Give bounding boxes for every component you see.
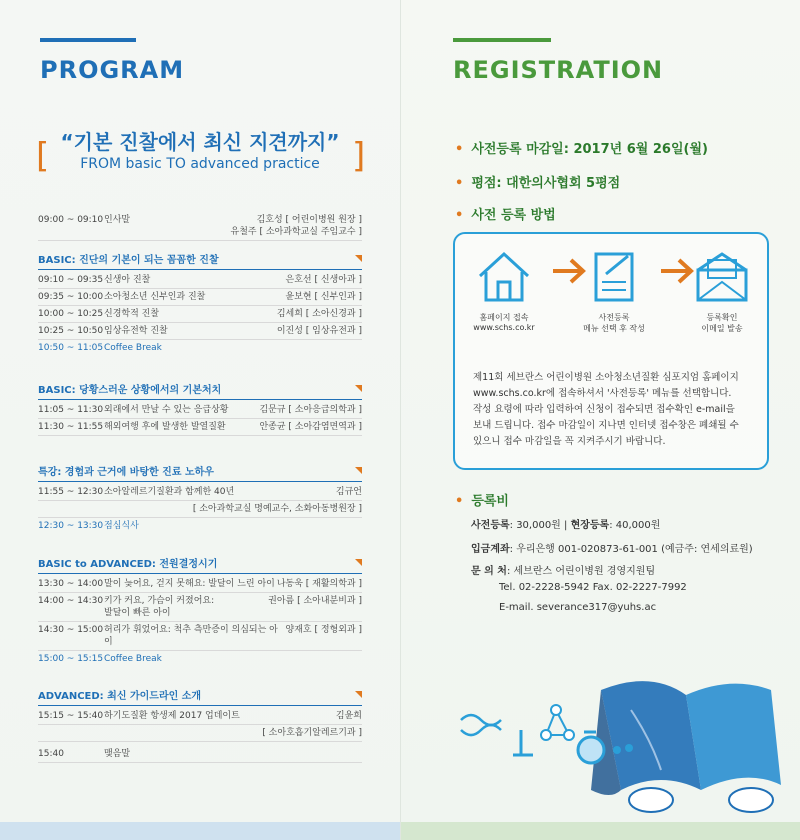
row-title: 외래에서 만날 수 있는 응급상황	[104, 405, 229, 415]
section-title-text: ADVANCED: 최신 가이드라인 소개	[38, 691, 202, 702]
section-title	[38, 552, 362, 574]
registration-steps-box	[453, 232, 769, 470]
row-time: 10:00 ~ 10:25	[38, 309, 104, 319]
bullet-icon: •	[455, 494, 464, 509]
row-title: 허리가 휘었어요: 척추 측만증이 의심되는 아이	[104, 625, 278, 647]
description-line: 작성 요령에 따라 입력하여 신청이 접수되면 접수확인 e-mail을	[473, 404, 735, 415]
row-speaker: 김문규 [ 소아응급의학과 ]	[259, 405, 362, 415]
account-value: : 우리은행 001-020873-61-001 (예금주: 연세의료원)	[509, 544, 753, 555]
mail-icon	[692, 248, 752, 304]
step-sublabel: 메뉴 선택 후 작성	[583, 324, 645, 333]
table-row	[38, 323, 362, 340]
step-confirm	[677, 248, 767, 334]
table-row	[38, 576, 362, 593]
row-time: 11:55 ~ 12:30	[38, 487, 104, 497]
row-speaker: 안종균 [ 소아감염면역과 ]	[259, 422, 362, 432]
row-title: 신경학적 진찰	[104, 309, 160, 319]
row-title	[104, 595, 268, 619]
bullet-icon: •	[455, 208, 464, 223]
speaker-line-2: 유철주 [ 소아과학교실 주임교수 ]	[230, 227, 362, 237]
row-time: 09:10 ~ 09:35	[38, 275, 104, 285]
speaker-line: 김호성 [ 어린이병원 원장 ]	[256, 215, 362, 225]
row-speaker: 은호선 [ 신생아과 ]	[285, 275, 362, 285]
fee-line	[455, 490, 509, 509]
step-homepage	[459, 248, 549, 332]
step-label: 등록확인	[706, 313, 738, 322]
row-speaker: 나동욱 [ 재활의학과 ]	[276, 579, 362, 589]
contact-line	[471, 562, 655, 577]
credit-text: 평점: 대한의사협회 5평점	[471, 176, 621, 191]
section-title-text: BASIC: 당황스러운 상황에서의 기본처치	[38, 385, 222, 396]
table-row	[38, 289, 362, 306]
method-line	[455, 204, 556, 223]
table-row	[38, 708, 362, 725]
row-title: 맺음말	[104, 749, 131, 759]
table-row	[38, 419, 362, 436]
contact-value: : 세브란스 어린이병원 경영지원팀	[506, 566, 656, 577]
section-title	[38, 378, 362, 400]
table-row	[38, 622, 362, 651]
onsite-fee-value: : 40,000원	[609, 520, 661, 531]
row-speaker: 김세희 [ 소아신경과 ]	[276, 309, 362, 319]
pre-fee-label: 사전등록	[471, 520, 510, 531]
account-label: 입금계좌	[471, 544, 510, 555]
book-illustration	[451, 650, 791, 830]
row-time: 11:05 ~ 11:30	[38, 405, 104, 415]
row-speaker: 이진성 [ 임상유전과 ]	[276, 326, 362, 336]
section-basic-emergency	[38, 378, 362, 436]
row-time: 14:00 ~ 14:30	[38, 596, 104, 606]
row-title: 인사말	[104, 215, 131, 225]
row-time: 12:30 ~ 13:30	[38, 521, 104, 531]
bullet-icon: •	[455, 176, 464, 191]
registration-description	[473, 370, 757, 450]
row-time: 15:40	[38, 749, 64, 759]
section-title	[38, 248, 362, 270]
row-title: Coffee Break	[104, 654, 162, 664]
triangle-icon	[355, 255, 362, 262]
credit-line	[455, 172, 620, 191]
step-form	[569, 248, 659, 334]
form-icon	[584, 248, 644, 304]
fee-separator: |	[560, 520, 571, 531]
section-guidelines	[38, 684, 362, 763]
section-title-text: 특강: 경험과 근거에 바탕한 진료 노하우	[38, 467, 214, 478]
section-title	[38, 460, 362, 482]
table-row	[38, 272, 362, 289]
row-speaker: 권아름 [ 소아내분비과 ]	[268, 596, 362, 606]
section-title-text: BASIC to ADVANCED: 전원결정시기	[38, 559, 218, 570]
row-title-line-1: 키가 커요, 가슴이 커졌어요:	[104, 596, 215, 606]
table-row	[38, 212, 362, 241]
description-line: 보내 드립니다. 접수 마감일이 지나면 인터넷 접수창은 폐쇄될 수	[473, 420, 739, 431]
speaker-line-2: [ 소아과학교실 명예교수, 소화아동병원장 ]	[192, 504, 362, 514]
step-label: 홈페이지 접속	[479, 313, 529, 322]
section-referral	[38, 552, 362, 667]
section-title	[38, 684, 362, 706]
account-line	[471, 540, 753, 555]
table-row	[38, 306, 362, 323]
fee-title: 등록비	[471, 494, 509, 509]
opening-block	[38, 212, 362, 241]
table-row	[38, 746, 362, 763]
tel-line: Tel. 02-2228-5942 Fax. 02-2227-7992	[499, 582, 687, 593]
triangle-icon	[355, 385, 362, 392]
break-row	[38, 651, 362, 667]
row-title: 해외여행 후에 발생한 발열질환	[104, 422, 226, 432]
table-row	[38, 402, 362, 419]
row-speaker: 양재호 [ 정형외과 ]	[285, 625, 362, 635]
deadline-line	[455, 138, 708, 157]
email-line: E-mail. severance317@yuhs.ac	[499, 602, 657, 613]
deadline-text: 사전등록 마감일: 2017년 6월 26일(월)	[471, 142, 708, 157]
house-icon	[474, 248, 534, 304]
registration-heading: REGISTRATION	[453, 56, 664, 84]
contact-label: 문 의 처	[471, 566, 507, 577]
section-special-lecture	[38, 460, 362, 534]
heading-accent-bar	[453, 38, 551, 42]
triangle-icon	[355, 691, 362, 698]
row-title: 임상유전학 진찰	[104, 326, 168, 336]
bottom-stripe	[0, 822, 400, 840]
table-row	[38, 593, 362, 622]
step-label: 사전등록	[598, 313, 630, 322]
section-title-text: BASIC: 진단의 기본이 되는 꼼꼼한 진찰	[38, 255, 219, 266]
right-bracket: ]	[352, 136, 366, 176]
row-speaker	[336, 486, 362, 498]
row-title: 말이 늦어요, 걷지 못해요: 발달이 느린 아이	[104, 579, 275, 589]
program-title-en: FROM basic TO advanced practice	[80, 156, 320, 172]
onsite-fee-label: 현장등록	[570, 520, 610, 531]
method-title: 사전 등록 방법	[471, 208, 556, 223]
description-line: 제11회 세브란스 어린이병원 소아청소년질환 심포지엄 홈페이지	[473, 372, 739, 383]
row-time: 09:35 ~ 10:00	[38, 292, 104, 302]
row-time: 09:00 ~ 09:10	[38, 215, 104, 225]
step-sublabel: 이메일 발송	[701, 324, 743, 333]
row-title: 점심식사	[104, 521, 139, 531]
section-basic-exam	[38, 248, 362, 356]
description-line: www.schs.co.kr에 접속하셔서 '사전등록' 메뉴를 선택합니다.	[473, 388, 732, 399]
bottom-stripe	[401, 822, 800, 840]
row-title: 신생아 진찰	[104, 275, 151, 285]
row-time: 10:25 ~ 10:50	[38, 326, 104, 336]
row-title: 하기도질환 항생제 2017 업데이트	[104, 711, 240, 721]
row-time: 13:30 ~ 14:00	[38, 579, 104, 589]
triangle-icon	[355, 467, 362, 474]
break-row	[38, 518, 362, 534]
table-row-continued	[38, 501, 362, 518]
bullet-icon: •	[455, 142, 464, 157]
row-time: 15:15 ~ 15:40	[38, 711, 104, 721]
heading-accent-bar	[40, 38, 136, 42]
step-sublabel: www.schs.co.kr	[473, 323, 535, 332]
row-speaker: 윤보현 [ 신부인과 ]	[285, 292, 362, 302]
registration-panel	[400, 0, 800, 840]
row-time: 10:50 ~ 11:05	[38, 343, 104, 353]
left-bracket: [	[36, 136, 50, 176]
row-time: 14:30 ~ 15:00	[38, 625, 104, 635]
row-title: 소아알레르기질환과 함께한 40년	[104, 487, 235, 497]
table-row	[38, 484, 362, 501]
program-title-ko: “기본 진찰에서 최신 지견까지”	[60, 130, 340, 154]
speaker-line: 김규언	[335, 487, 362, 497]
row-title-line-2: 발달이 빠른 아이	[104, 608, 171, 618]
speaker-line-2: [ 소아호흡기알레르기과 ]	[262, 728, 362, 738]
row-speaker: 김윤희	[335, 711, 362, 721]
pre-fee-value: : 30,000원	[509, 520, 561, 531]
table-row-continued	[38, 725, 362, 742]
row-time: 15:00 ~ 15:15	[38, 654, 104, 664]
break-row	[38, 340, 362, 356]
row-time: 11:30 ~ 11:55	[38, 422, 104, 432]
description-line: 있으니 접수 마감일을 꼭 지켜주시기 바랍니다.	[473, 436, 666, 447]
fee-details	[471, 516, 660, 531]
row-title: 소아청소년 신부인과 진찰	[104, 292, 206, 302]
triangle-icon	[355, 559, 362, 566]
program-heading: PROGRAM	[40, 56, 185, 84]
row-speaker	[231, 214, 363, 238]
row-title: Coffee Break	[104, 343, 162, 353]
